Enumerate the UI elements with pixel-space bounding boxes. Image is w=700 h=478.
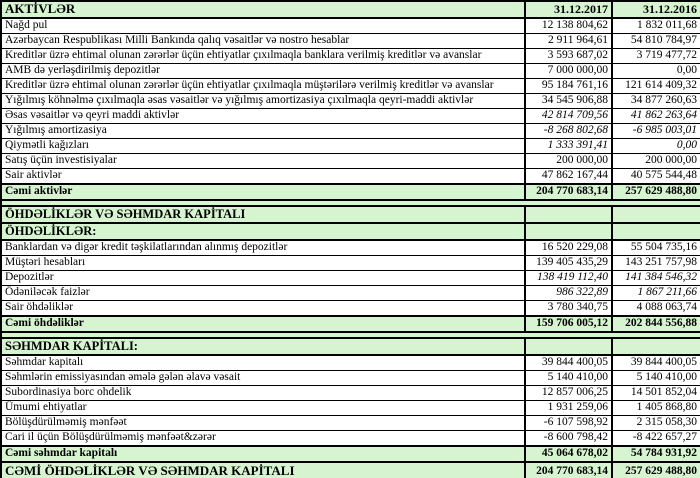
table-row <box>1 385 700 400</box>
column-header-period-2017: 31.12.2017 <box>525 1 612 18</box>
table-row <box>1 18 700 34</box>
value-2017: 986 322,89 <box>525 285 612 300</box>
section-header-row <box>1 338 700 355</box>
value-2017: 1 333 391,41 <box>525 138 612 153</box>
row-label: Depozitlər <box>5 271 54 284</box>
row-label: Cəmi öhdəliklər <box>1 316 525 332</box>
value-2016: 257 629 488,80 <box>612 184 700 200</box>
value-2017: 42 814 709,56 <box>525 108 612 123</box>
row-label: Azərbaycan Respublikası Milli Bankında qalıq vəsaitlər və nostro hesablar <box>5 34 350 47</box>
row-label: Kreditlər üzrə ehtimal olunan zərərlər üçün ehtiyatlar çıxılmaqla banklara verilmiş kreditlər və avanslar <box>5 49 482 62</box>
value-2016: 40 575 544,48 <box>612 168 700 184</box>
table-row <box>1 400 700 415</box>
total-row <box>1 184 700 200</box>
value-2016: 3 719 477,72 <box>612 48 700 63</box>
table-row <box>1 48 700 63</box>
row-label: Cəmi aktivlər <box>1 184 525 200</box>
table-row <box>1 300 700 316</box>
column-header-period-2016: 31.12.2016 <box>612 1 700 18</box>
table-row <box>1 355 700 371</box>
value-2017 <box>525 338 612 355</box>
value-2016: -8 422 657,27 <box>612 430 700 446</box>
column-header-assets: AKTİVLƏR <box>1 1 525 18</box>
table-row <box>1 138 700 153</box>
value-2017: 5 140 410,00 <box>525 370 612 385</box>
value-2016: -6 985 003,01 <box>612 123 700 138</box>
value-2017: 1 931 259,06 <box>525 400 612 415</box>
value-2017: 159 706 005,12 <box>525 316 612 332</box>
balance-sheet-body <box>1 1 700 478</box>
value-2017: 139 405 435,29 <box>525 255 612 270</box>
row-label: Yığılmış amortizasiya <box>5 124 107 137</box>
row-label: Subordinasiya borc ohdelik <box>5 386 132 399</box>
section-header-row <box>1 206 700 223</box>
value-2017: 3 780 340,75 <box>525 300 612 316</box>
value-2017: 12 857 006,25 <box>525 385 612 400</box>
value-2016: 1 832 011,68 <box>612 18 700 34</box>
section-header-row <box>1 223 700 240</box>
row-label: AMB də yerləşdirilmiş depozitlər <box>5 64 160 77</box>
row-label: Sair aktivlər <box>5 169 62 182</box>
table-row <box>1 63 700 78</box>
row-label: Səhmdar kapitalı <box>5 356 84 369</box>
value-2016 <box>612 338 700 355</box>
row-label: Nağd pul <box>5 19 48 32</box>
row-label: ÖHDƏLİKLƏR: <box>1 223 525 240</box>
row-label: Cari il üçün Bölüşdürülməmiş mənfəət&zərər <box>5 431 216 444</box>
value-2016: 202 844 556,88 <box>612 316 700 332</box>
value-2017: 34 545 906,88 <box>525 93 612 108</box>
value-2016: 143 251 757,98 <box>612 255 700 270</box>
table-row <box>1 78 700 93</box>
value-2016: 257 629 488,80 <box>612 462 700 478</box>
table-header-row <box>1 1 700 18</box>
value-2017: 204 770 683,14 <box>525 462 612 478</box>
value-2017: -6 107 598,92 <box>525 415 612 430</box>
total-row <box>1 446 700 462</box>
table-row <box>1 123 700 138</box>
value-2016: 54 810 784,97 <box>612 33 700 48</box>
value-2017 <box>525 223 612 240</box>
value-2016 <box>612 223 700 240</box>
row-label: Qiymətli kağızları <box>5 139 89 152</box>
value-2016: 34 877 260,63 <box>612 93 700 108</box>
row-label: Sair öhdəliklər <box>5 301 74 314</box>
value-2017: 39 844 400,05 <box>525 355 612 371</box>
table-row <box>1 153 700 168</box>
value-2016: 41 862 263,64 <box>612 108 700 123</box>
row-label: Səhmlərin emissiyasından əmələ gələn əlavə vəsait <box>5 371 241 384</box>
value-2017: 47 862 167,44 <box>525 168 612 184</box>
value-2017: 2 911 964,61 <box>525 33 612 48</box>
table-row <box>1 240 700 256</box>
table-row <box>1 168 700 184</box>
value-2016: 54 784 931,92 <box>612 446 700 462</box>
row-label: Cəmi səhmdar kapitalı <box>1 446 525 462</box>
row-label: ÖHDƏLİKLƏR VƏ SƏHMDAR KAPİTALI <box>1 206 525 223</box>
value-2016: 4 088 063,74 <box>612 300 700 316</box>
value-2017: 3 593 687,02 <box>525 48 612 63</box>
value-2016 <box>612 206 700 223</box>
row-label: Ümumi ehtiyatlar <box>5 401 87 414</box>
value-2017: 45 064 678,02 <box>525 446 612 462</box>
table-row <box>1 108 700 123</box>
table-row <box>1 33 700 48</box>
value-2017: 204 770 683,14 <box>525 184 612 200</box>
value-2016: 14 501 852,04 <box>612 385 700 400</box>
value-2017: -8 268 802,68 <box>525 123 612 138</box>
row-label: Bölüşdürülməmiş mənfəət <box>5 416 127 429</box>
value-2016: 55 504 735,16 <box>612 240 700 256</box>
value-2016: 5 140 410,00 <box>612 370 700 385</box>
row-label: Banklardan və digər kredit təşkilatlarından alınmış depozitlər <box>5 241 288 254</box>
row-label: CƏMİ ÖHDƏLİKLƏR VƏ SƏHMDAR KAPİTALI <box>1 462 525 478</box>
table-row <box>1 415 700 430</box>
value-2016: 0,00 <box>612 138 700 153</box>
row-label: Kreditlər üzrə ehtimal olunan zərərlər üçün ehtiyatlar çıxılmaqla müştərilərə verilmiş kreditlər və avanslar <box>5 79 494 92</box>
value-2016: 121 614 409,32 <box>612 78 700 93</box>
value-2016: 141 384 546,32 <box>612 270 700 285</box>
row-label: Müştəri hesabları <box>5 256 86 269</box>
value-2016: 2 315 058,30 <box>612 415 700 430</box>
value-2017: 138 419 112,40 <box>525 270 612 285</box>
value-2017: 16 520 229,08 <box>525 240 612 256</box>
row-label: Ödəniləcək faizlər <box>5 286 90 299</box>
table-row <box>1 93 700 108</box>
table-row <box>1 285 700 300</box>
row-label: Yığılmış köhnəlmə çıxılmaqla əsas vəsaitlər və yığılmış amortizasiya çıxılmaqla qeyri-maddi aktivlər <box>5 94 474 107</box>
value-2017: -8 600 798,42 <box>525 430 612 446</box>
table-row <box>1 430 700 446</box>
value-2017: 7 000 000,00 <box>525 63 612 78</box>
row-label: Satış üçün investisiyalar <box>5 154 117 167</box>
row-label: Əsas vəsaitlər və qeyri maddi aktivlər <box>5 109 180 122</box>
value-2017 <box>525 206 612 223</box>
value-2016: 39 844 400,05 <box>612 355 700 371</box>
row-label: SƏHMDAR KAPİTALI: <box>1 338 525 355</box>
value-2016: 1 405 868,80 <box>612 400 700 415</box>
table-row <box>1 255 700 270</box>
value-2017: 200 000,00 <box>525 153 612 168</box>
table-row <box>1 370 700 385</box>
value-2016: 0,00 <box>612 63 700 78</box>
grand-total-row <box>1 462 700 478</box>
value-2016: 200 000,00 <box>612 153 700 168</box>
table-row <box>1 270 700 285</box>
total-row <box>1 316 700 332</box>
value-2017: 95 184 761,16 <box>525 78 612 93</box>
value-2017: 12 138 804,62 <box>525 18 612 34</box>
value-2016: 1 867 211,66 <box>612 285 700 300</box>
